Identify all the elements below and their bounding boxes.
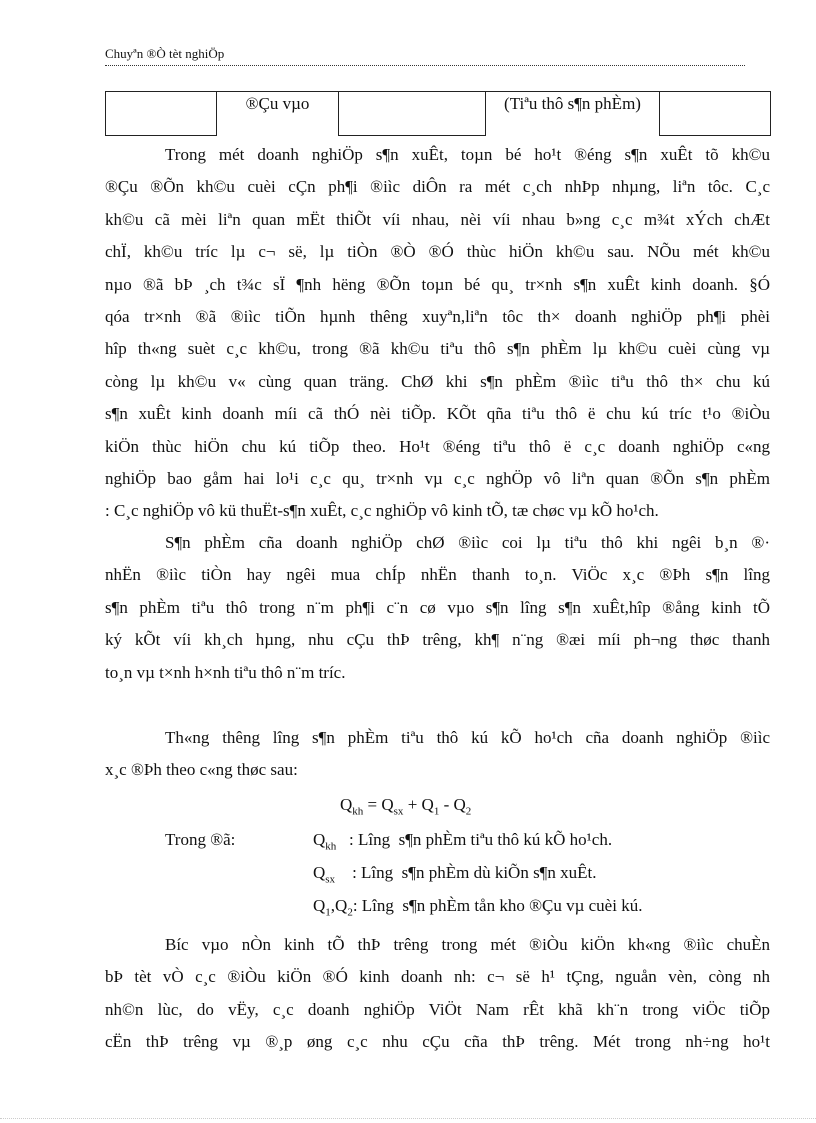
text-line: to¸n vµ t×nh h×nh tiªu thô n¨m tríc. xyxy=(105,662,346,682)
definition-text: : Lîng s¶n phÈm dù kiÕn s¶n xuÊt. xyxy=(335,863,597,882)
formula-symbol: Q xyxy=(381,795,394,814)
text-line: qóa tr×nh ®ã ®iìc tiÕn hµnh thêng xuyªn,liªn tôc th× doanh nghiÖp ph¶i phèi xyxy=(105,307,770,326)
text-line: : C¸c nghiÖp vô kü thuËt-s¶n xuÊt, c¸c nghiÖp vô kinh tÕ, tæ chøc vµ kÕ ho¹ch. xyxy=(105,501,659,521)
definition-symbol: Q xyxy=(313,896,326,915)
definition-text: : Lîng s¶n phÈm tån kho ®Çu vµ cuèi kú. xyxy=(352,896,643,915)
text-line: S¶n phÈm cña doanh nghiÖp chØ ®iìc coi lµ tiªu thô khi ngêi b¸n ®· xyxy=(165,533,770,552)
table-cell xyxy=(105,91,217,136)
formula-symbol: Q xyxy=(453,795,466,814)
text-line: chÏ, kh©u tríc lµ c¬ së, lµ tiÒn ®Ò ®Ó thùc hiÖn kh©u sau. NÕu mét kh©u xyxy=(105,242,770,262)
definitions-intro: Trong ®ã: xyxy=(165,830,236,849)
text-line: x¸c ®Þh theo c«ng thøc sau: xyxy=(105,760,298,780)
text-line: nh©n lùc, do vËy, c¸c doanh nghiÖp ViÖt Nam rÊt khã kh¨n trong viÖc tiÕp xyxy=(105,999,770,1019)
definition-symbol: ,Q xyxy=(330,896,348,915)
text-line: kh©u cã mèi liªn quan mËt thiÕt víi nhau, nèi víi nhau b»ng c¸c m¾t xÝch chÆt xyxy=(105,209,770,229)
text-line: kiÖn thùc hiÖn chu kú tiÕp theo. Ho¹t ®éng tiªu thô ë c¸c doanh nghiÖp c«ng xyxy=(105,436,770,456)
formula xyxy=(340,795,471,817)
definition-item xyxy=(313,830,612,852)
formula-operator: - xyxy=(439,795,454,814)
text-line: cËn thÞ trêng vµ ®¸p øng c¸c nhu cÇu cña thÞ trêng. Mét trong nh÷ng ho¹t xyxy=(105,1032,770,1052)
formula-symbol: Q xyxy=(421,795,434,814)
formula-subscript: 2 xyxy=(465,805,472,818)
text-line: Trong mét doanh nghiÖp s¶n xuÊt, toµn bé ho¹t ®éng s¶n xuÊt tõ kh©u xyxy=(165,145,770,164)
text-line: ký kÕt víi kh¸ch hµng, nhu cÇu thÞ trêng, kh¶ n¨ng ®æi míi ph¬ng thøc thanh xyxy=(105,630,770,650)
definition-subscript: sx xyxy=(325,873,336,886)
table-cell-consumption: (Tiªu thô s¶n phÈm) xyxy=(485,91,660,136)
running-header: Chuyªn ®Ò tèt nghiÖp xyxy=(105,46,225,61)
definition-item xyxy=(313,896,642,918)
definition-subscript: 1 xyxy=(325,906,331,919)
definition-symbol: Q xyxy=(313,863,326,882)
text-line: s¶n phÈm tiªu thô trong n¨m ph¶i c¨n cø vµo s¶n lîng s¶n xuÊt,hîp ®ång kinh tÕ xyxy=(105,597,770,617)
text-line: nµo ®ã bÞ ¸ch t¾c sÏ ¶nh hëng ®Õn toµn bé qu¸ tr×nh s¶n xuÊt kinh doanh. §Ó xyxy=(105,274,770,294)
header-rule xyxy=(105,65,745,66)
definition-text: : Lîng s¶n phÈm tiªu thô kú kÕ ho¹ch. xyxy=(336,830,613,849)
definition-subscript: 2 xyxy=(347,906,353,919)
text-line: s¶n xuÊt kinh doanh míi cã thÓ nèi tiÕp. KÕt qña tiªu thô ë chu kú tríc t¹o ®iÒu xyxy=(105,404,770,424)
formula-symbol: Q xyxy=(340,795,353,814)
text-line: bÞ tèt vÒ c¸c ®iÒu kiÖn ®Ó kinh doanh nh: c¬ së h¹ tÇng, nguån vèn, còng nh xyxy=(105,967,770,987)
text-line: nhËn ®iìc tiÒn hay ngêi mua chÍp nhËn thanh to¸n. ViÖc x¸c ®Þh s¶n lîng xyxy=(105,565,770,585)
table-cell xyxy=(338,91,486,136)
definition-symbol: Q xyxy=(313,830,326,849)
definition-item xyxy=(313,863,597,885)
text-line: nghiÖp bao gåm hai lo¹i c¸c qu¸ tr×nh vµ c¸c nghÖp vô liªn quan ®Õn s¶n phÈm xyxy=(105,469,770,488)
text-line: còng lµ kh©u v« cùng quan träng. ChØ khi s¶n phÈm ®iìc tiªu thô th× chu kú xyxy=(105,371,770,391)
formula-subscript: 1 xyxy=(433,805,440,818)
formula-operator: = xyxy=(363,795,382,814)
formula-subscript: sx xyxy=(393,805,404,818)
definition-subscript: kh xyxy=(325,840,337,853)
text-line: ®Çu ®Õn kh©u cuèi cÇn ph¶i ®iìc diÔn ra mét c¸ch nhÞp nhµng, liªn tôc. C¸c xyxy=(105,177,770,197)
table-cell xyxy=(659,91,771,136)
formula-operator: + xyxy=(403,795,422,814)
text-line: hîp th«ng suèt c¸c kh©u, trong ®ã kh©u tiªu thô s¶n phÈm lµ kh©u cuèi cùng vµ xyxy=(105,339,770,359)
table-cell-input: ®Çu vµo xyxy=(216,91,339,136)
text-line: Bíc vµo nÒn kinh tÕ thÞ trêng trong mét ®iÒu kiÖn kh«ng ®iìc chuÈn xyxy=(165,935,770,954)
page-bottom-rule xyxy=(0,1118,816,1119)
formula-subscript: kh xyxy=(352,805,364,818)
text-line: Th«ng thêng lîng s¶n phÈm tiªu thô kú kÕ ho¹ch cña doanh nghiÖp ®iìc xyxy=(165,728,770,747)
